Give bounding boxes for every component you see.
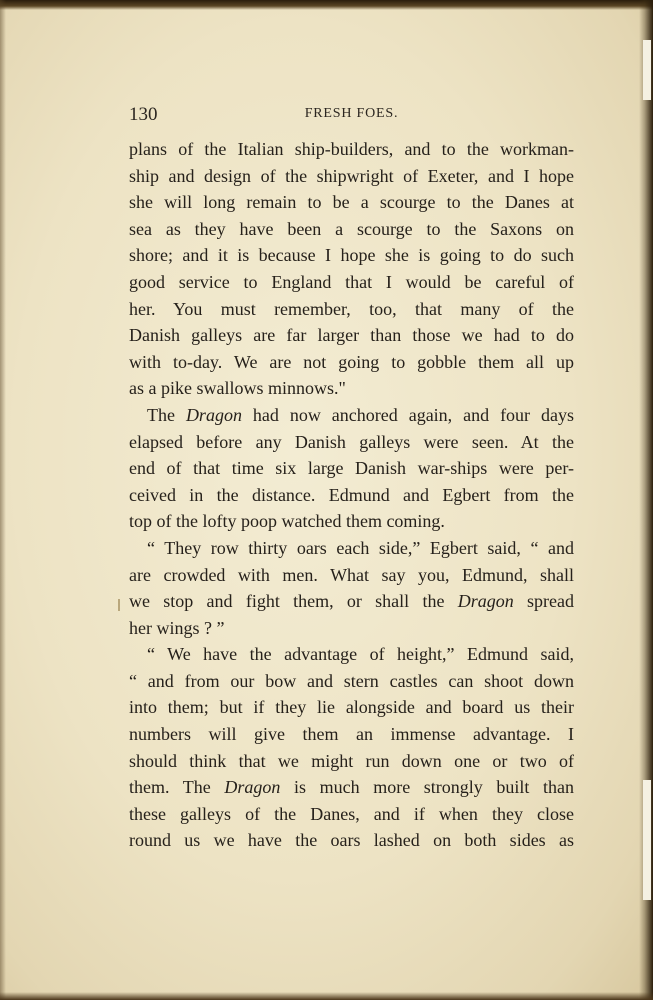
- text-line: end of that time six large Danish war-ships were per-: [129, 458, 574, 479]
- text-line: her wings ? ”: [129, 617, 225, 638]
- text-segment: The: [147, 404, 186, 425]
- text-line: elapsed before any Danish galleys were seen. At the: [129, 431, 574, 452]
- ship-name: Dragon: [224, 777, 281, 798]
- body-text: [129, 136, 574, 854]
- text-line: should think that we might run down one or two of: [129, 750, 574, 771]
- text-line: top of the lofty poop watched them coming.: [129, 511, 445, 532]
- text-line: with to-day. We are not going to gobble them all up: [129, 351, 574, 372]
- text-line: these galleys of the Danes, and if when they close: [129, 803, 574, 824]
- text-segment: is much more strongly built than: [280, 777, 574, 798]
- page-left-edge: [0, 0, 6, 1000]
- text-line: into them; but if they lie alongside and board us their: [129, 697, 574, 718]
- text-line: “ They row thirty oars each side,” Egbert said, “ and: [147, 537, 574, 558]
- text-line: “ and from our bow and stern castles can shoot down: [129, 670, 574, 691]
- page-bottom-edge: [0, 992, 653, 1000]
- text-line: she will long remain to be a scourge to the Danes at: [129, 192, 574, 213]
- page-top-edge: [0, 0, 653, 10]
- text-line: round us we have the oars lashed on both sides as: [129, 830, 574, 851]
- text-line: as a pike swallows minnows.": [129, 378, 346, 399]
- text-line: ceived in the distance. Edmund and Egbert from the: [129, 484, 574, 505]
- text-line: ship and design of the shipwright of Exeter, and I hope: [129, 165, 574, 186]
- text-line: [129, 774, 574, 801]
- text-segment: them. The: [129, 777, 225, 798]
- text-line: sea as they have been a scourge to the Saxons on: [129, 218, 574, 239]
- text-segment: we stop and fight them, or shall the: [129, 591, 458, 612]
- text-line: are crowded with men. What say you, Edmund, shall: [129, 564, 574, 585]
- text-line: good service to England that I would be careful of: [129, 271, 574, 292]
- text-segment: had now anchored again, and four days: [241, 404, 574, 425]
- page-header: [129, 104, 574, 128]
- text-line: [129, 402, 574, 429]
- text-line: plans of the Italian ship-builders, and to the workman-: [129, 139, 574, 159]
- text-line: shore; and it is because I hope she is going to do such: [129, 245, 574, 266]
- text-segment: spread: [513, 591, 574, 612]
- text-line: Danish galleys are far larger than those we had to do: [129, 325, 574, 346]
- margin-mark: [118, 599, 120, 611]
- text-line: numbers will give them an immense advantage. I: [129, 724, 574, 745]
- ship-name: Dragon: [457, 591, 514, 612]
- page-edge-highlight: [643, 40, 651, 100]
- text-line: her. You must remember, too, that many of the: [129, 298, 574, 319]
- page-number: 130: [129, 104, 158, 125]
- page-edge-highlight: [643, 780, 651, 900]
- ship-name: Dragon: [185, 404, 242, 425]
- text-line: [129, 588, 574, 615]
- text-line: “ We have the advantage of height,” Edmund said,: [147, 644, 574, 665]
- running-head: FRESH FOES.: [304, 106, 399, 121]
